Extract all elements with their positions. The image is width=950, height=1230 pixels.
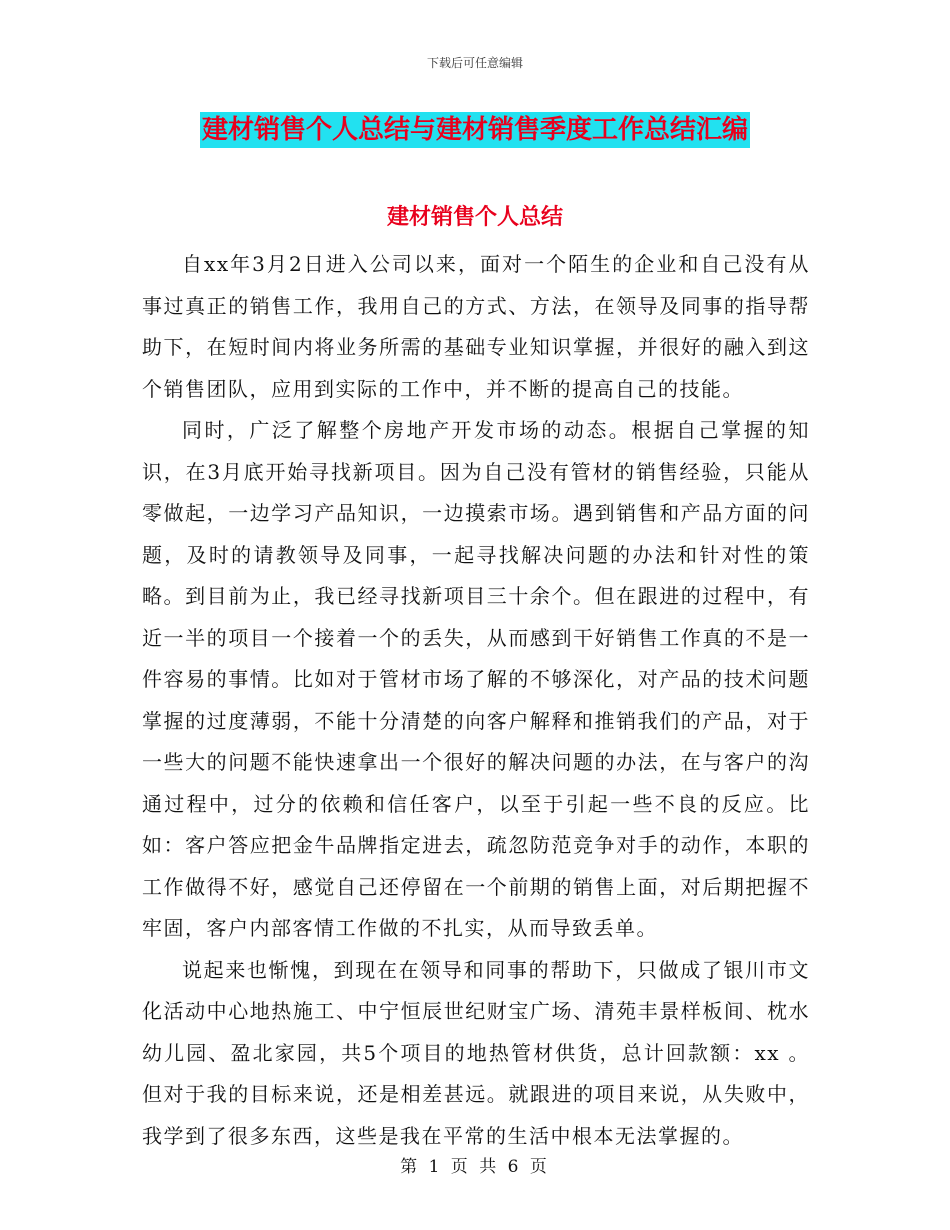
header-note: 下载后可任意编辑 xyxy=(426,56,523,70)
main-title-container xyxy=(0,112,950,148)
paragraph-3: 说起来也惭愧，到现在在领导和同事的帮助下，只做成了银川市文化活动中心地热施工、中宁恒辰世纪财宝广场、清苑丰景样板间、枕水幼儿园、盈北家园，共5个项目的地热管材供货，总计回款额：xx 。但对于我的目标来说，还是相差甚远。就跟进的项目来说，从失败中，我学到了很多东西，这些是我在平常的生活中根本无法掌握的。 xyxy=(142,957,810,1148)
paragraph-2: 同时，广泛了解整个房地产开发市场的动态。根据自己掌握的知识，在3月底开始寻找新项目。因为自己没有管材的销售经验，只能从零做起，一边学习产品知识，一边摸索市场。遇到销售和产品方面的问题，及时的请教领导及同事，一起寻找解决问题的办法和针对性的策略。到目前为止，我已经寻找新项目三十余个。但在跟进的过程中，有近一半的项目一个接着一个的丢失，从而感到干好销售工作真的不是一件容易的事情。比如对于管材市场了解的不够深化，对产品的技术问题掌握的过度薄弱，不能十分清楚的向客户解释和推销我们的产品，对于一些大的问题不能快速拿出一个很好的解决问题的办法，在与客户的沟通过程中，过分的依赖和信任客户，以至于引起一些不良的反应。比如：客户答应把金牛品牌指定进去，疏忽防范竞争对手的动作，本职的工作做得不好，感觉自己还停留在一个前期的销售上面，对后期把握不牢固，客户内部客情工作做的不扎实，从而导致丢单。 xyxy=(142,418,810,940)
page-number-footer: 第 1 页 共 6 页 xyxy=(400,1157,550,1177)
section-title: 建材销售个人总结 xyxy=(386,205,563,230)
document-title: 建材销售个人总结与建材销售季度工作总结汇编 xyxy=(200,112,750,148)
document-body xyxy=(142,244,810,1157)
paragraph-1: 自xx年3月2日进入公司以来，面对一个陌生的企业和自己没有从事过真正的销售工作，我用自己的方式、方法，在领导及同事的指导帮助下，在短时间内将业务所需的基础专业知识掌握，并很好的融入到这个销售团队，应用到实际的工作中，并不断的提高自己的技能。 xyxy=(142,252,810,401)
